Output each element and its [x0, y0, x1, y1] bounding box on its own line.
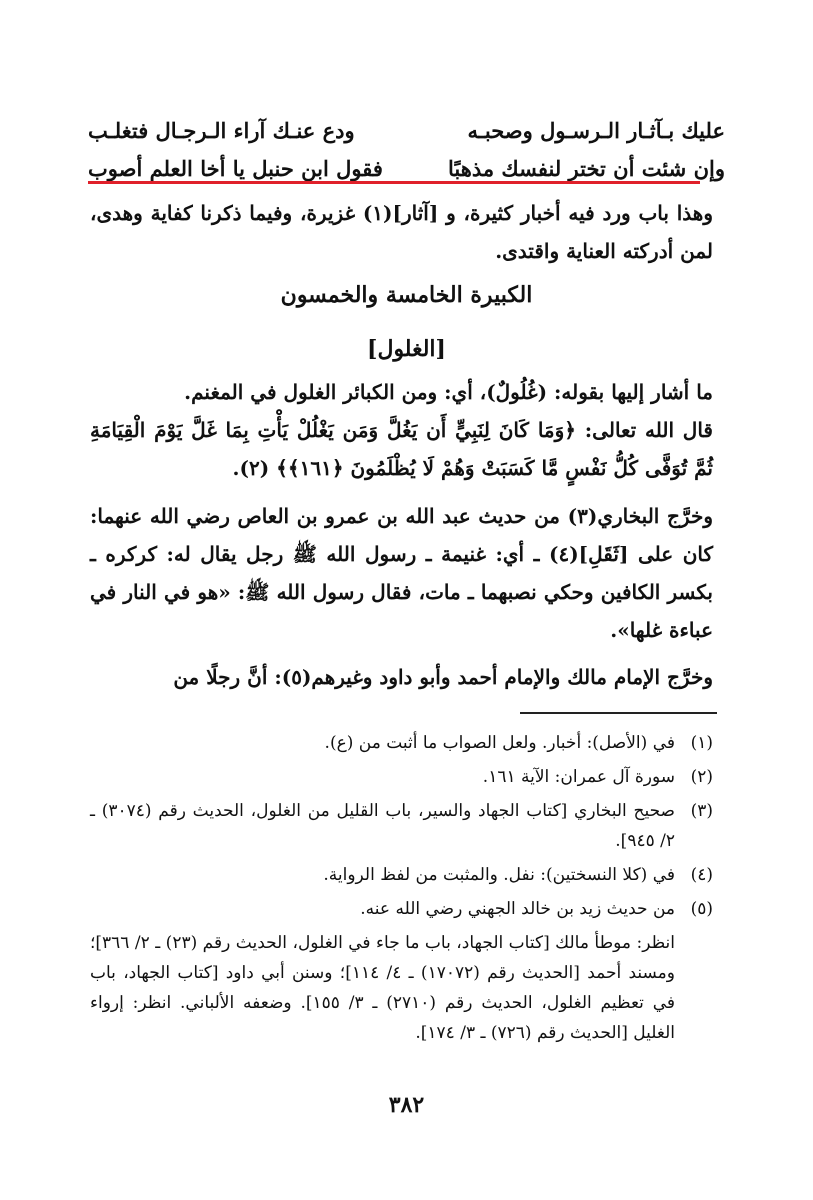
quran-verse: ﴿وَمَا كَانَ لِنَبِيٍّ أَن يَغُلَّ وَمَن يَغْلُلْ يَأْتِ بِمَا غَلَّ يَوْمَ الْقِيَامَةِ ثُمَّ تُوَفَّى كُلُّ نَفْسٍ مَّا كَسَبَتْ وَهُمْ لَا يُظْلَمُونَ ﴿١٦١﴾﴾ [90, 418, 713, 480]
poem-line-1-second-hemistich: ودع عنـك آراء الـرجـال فتغلـب [88, 118, 355, 143]
footnote-separator [520, 712, 717, 714]
footnote-number: (٥) [690, 899, 713, 919]
chapter-heading: الكبيرة الخامسة والخمسون [280, 282, 533, 308]
poem-line-2-first-hemistich: وإن شئت أن تختر لنفسك مذهبًا [448, 156, 725, 181]
red-underline-annotation [88, 181, 700, 184]
footnote-item [90, 894, 713, 924]
footnote-text: من حديث زيد بن خالد الجهني رضي الله عنه. [360, 899, 675, 919]
footnote-text: في (كلا النسختين): نفل. والمثبت من لفظ الرواية. [323, 865, 675, 885]
footnote-item [90, 762, 713, 792]
paragraph-malik-hadith: وخرَّج الإمام مالك والإمام أحمد وأبو داود وغيرهم(٥): أنَّ رجلًا من [173, 665, 713, 689]
footnote-item [90, 860, 713, 890]
footnote-text: في (الأصل): أخبار. ولعل الصواب ما أثبت من (ع). [324, 733, 675, 753]
paragraph-definition: ما أشار إليها بقوله: (غُلُولٌ)، أي: ومن الكبائر الغلول في المغنم. [184, 380, 713, 404]
page-number: ٣٨٢ [388, 1092, 425, 1118]
body-section-1 [90, 373, 713, 487]
verse-intro: قال الله تعالى: [584, 418, 713, 442]
footnote-number: (٢) [690, 767, 713, 787]
footnote-item [90, 796, 713, 856]
poem-verses [88, 112, 725, 188]
footnotes [90, 728, 713, 1048]
footnote-number: (٣) [690, 801, 713, 821]
footnote-text: سورة آل عمران: الآية ١٦١. [482, 767, 675, 787]
footnote-item [90, 728, 713, 758]
footnote-5-references: انظر: موطأ مالك [كتاب الجهاد، باب ما جاء في الغلول، الحديث رقم (٢٣) ـ ٢/ ٣٦٦]؛ ومسند أحمد [الحديث رقم (١٧٠٧٢) ـ ٤/ ١١٤]؛ وسنن أبي داود [كتاب الجهاد، باب في تعظيم الغلول، الحديث رقم (٢٧١٠) ـ ٣/ ١٥٥]. وضعفه الألباني. انظر: إرواء الغليل [الحديث رقم (٧٢٦) ـ ٣/ ١٧٤]. [90, 933, 675, 1043]
poem-line-1 [88, 112, 725, 150]
poem-line-2-second-hemistich: فقول ابن حنبل يا أخا العلم أصوب [88, 156, 383, 181]
footnote-number: (١) [690, 733, 713, 753]
quran-verse-paragraph [90, 411, 713, 487]
paragraph-bukhari-hadith: وخرَّج البخاري(٣) من حديث عبد الله بن عمرو بن العاص رضي الله عنهما: كان على [ثَقَلِ](٤) ـ أي: غنيمة ـ رسول الله ﷺ رجل يقال له: كركره ـ بكسر الكافين وحكي نصبهما ـ مات، فقال رسول الله ﷺ: «هو في النار في عباءة غلها». [90, 504, 713, 642]
poem-line-1-first-hemistich: عليك بـآثـار الـرسـول وصحبـه [467, 118, 725, 143]
footnote-number: (٤) [690, 865, 713, 885]
verse-footnote-ref: (٢). [232, 456, 270, 480]
chapter-subheading: [الغلول] [367, 336, 446, 362]
footnote-text: صحيح البخاري [كتاب الجهاد والسير، باب القليل من الغلول، الحديث رقم (٣٠٧٤) ـ ٢/ ٩٤٥]. [90, 801, 675, 851]
intro-paragraph: وهذا باب ورد فيه أخبار كثيرة، و [آثار](١) غزيرة، وفيما ذكرنا كفاية وهدى، لمن أدركته العناية واقتدى. [90, 201, 713, 263]
